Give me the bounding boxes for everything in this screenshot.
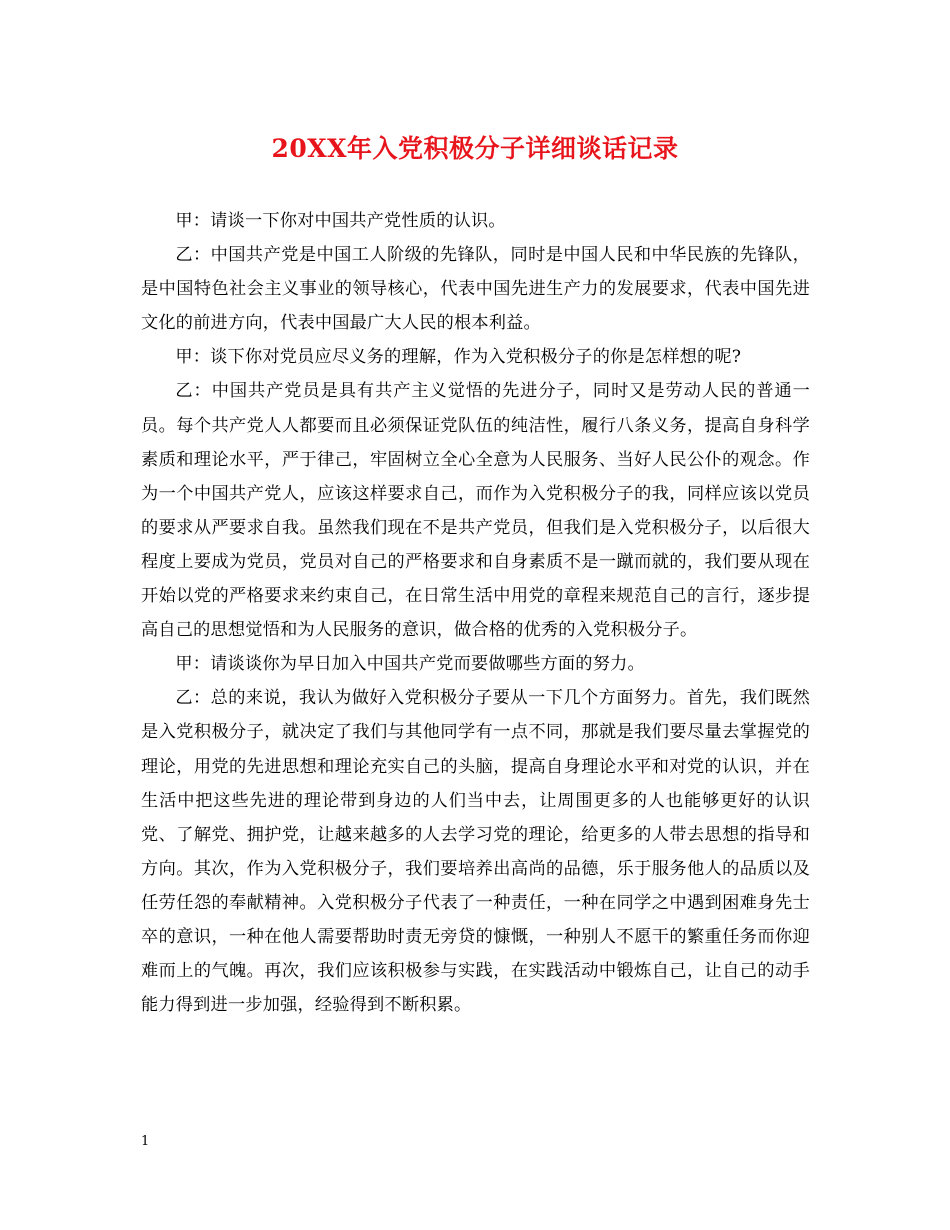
paragraph-answer-1: 乙：中国共产党是中国工人阶级的先锋队，同时是中国人民和中华民族的先锋队，是中国特色社会主义事业的领导核心，代表中国先进生产力的发展要求，代表中国先进文化的前进方向，代表中国最广大人民的根本利益。 bbox=[141, 245, 810, 334]
paragraph-answer-3: 乙：总的来说，我认为做好入党积极分子要从一下几个方面努力。首先，我们既然是入党积极分子，就决定了我们与其他同学有一点不同，那就是我们要尽量去掌握党的理论，用党的先进思想和理论充实自己的头脑，提高自身理论水平和对党的认识，并在生活中把这些先进的理论带到身边的人们当中去，让周围更多的人也能够更好的认识党、了解党、拥护党，让越来越多的人去学习党的理论，给更多的人带去思想的指导和方向。其次，作为入党积极分子，我们要培养出高尚的品德，乐于服务他人的品质以及任劳任怨的奉献精神。入党积极分子代表了一种责任，一种在同学之中遇到困难身先士卒的意识，一种在他人需要帮助时责无旁贷的慷慨，一种别人不愿干的繁重任务而你迎难而上的气魄。再次，我们应该积极参与实践，在实践活动中锻炼自己，让自己的动手能力得到进一步加强，经验得到不断积累。 bbox=[141, 688, 810, 1016]
document-title: 20XX年入党积极分子详细谈话记录 bbox=[271, 134, 679, 163]
document-body bbox=[141, 204, 810, 1022]
paragraph-question-2: 甲：谈下你对党员应尽义务的理解，作为入党积极分子的你是怎样想的呢? bbox=[175, 347, 742, 368]
paragraph-question-3: 甲：请谈谈你为早日加入中国共产党而要做哪些方面的努力。 bbox=[175, 654, 645, 675]
paragraph-answer-2: 乙：中国共产党员是具有共产主义觉悟的先进分子，同时又是劳动人民的普通一员。每个共产党人人都要而且必须保证党队伍的纯洁性，履行八条义务，提高自身科学素质和理论水平，严于律己，牢固树立全心全意为人民服务、当好人民公仆的观念。作为一个中国共产党人，应该这样要求自己，而作为入党积极分子的我，同样应该以党员的要求从严要求自我。虽然我们现在不是共产党员，但我们是入党积极分子，以后很大程度上要成为党员，党员对自己的严格要求和自身素质不是一蹴而就的，我们要从现在开始以党的严格要求来约束自己，在日常生活中用党的章程来规范自己的言行，逐步提高自己的思想觉悟和为人民服务的意识，做合格的优秀的入党积极分子。 bbox=[141, 381, 810, 641]
page-number: 1 bbox=[141, 1134, 150, 1149]
paragraph-question-1: 甲：请谈一下你对中国共产党性质的认识。 bbox=[175, 211, 506, 231]
